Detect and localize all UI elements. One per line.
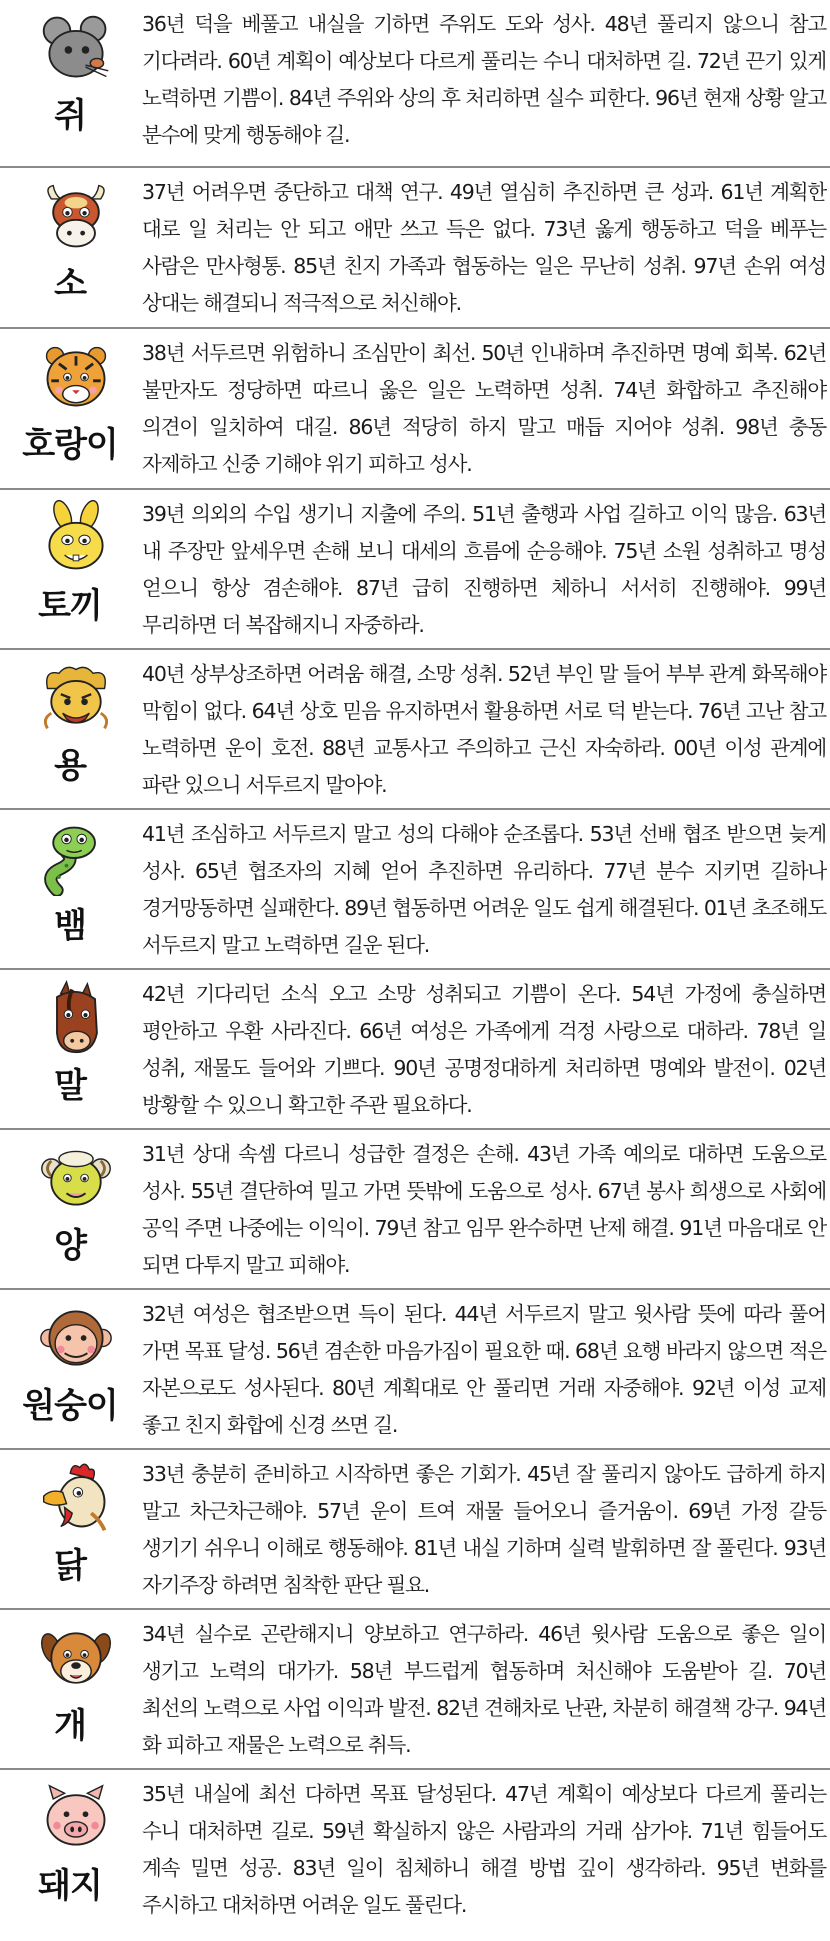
ox-icon bbox=[38, 178, 114, 254]
animal-cell bbox=[0, 490, 140, 648]
fortune-text: 40년 상부상조하면 어려움 해결, 소망 성취. 52년 부인 말 들어 부부 관계 화목해야 막힘이 없다. 64년 상호 믿음 유지하면서 활용하면 서로 덕 받는다. 76년 고난 참고 노력하면 운이 호전. 88년 교통사고 주의하고 근신 자숙하라. 00년 이성 관계에 파란 있으니 서두르지 말아야. bbox=[142, 662, 826, 797]
zodiac-row-snake bbox=[0, 808, 830, 968]
zodiac-row-sheep bbox=[0, 1128, 830, 1288]
animal-name: 뱀 bbox=[54, 906, 86, 946]
animal-name: 원숭이 bbox=[22, 1386, 118, 1426]
animal-name: 호랑이 bbox=[22, 425, 118, 465]
animal-cell bbox=[0, 0, 140, 166]
animal-cell bbox=[0, 810, 140, 968]
sheep-icon bbox=[38, 1140, 114, 1216]
fortune-text: 36년 덕을 베풀고 내실을 기하면 주위도 도와 성사. 48년 풀리지 않으니 참고 기다려라. 60년 계획이 예상보다 다르게 풀리는 수니 대처하면 길. 72년 끈기 있게 노력하면 기쁨이. 84년 주위와 상의 후 처리하면 실수 피한다. 96년 현재 상황 알고 분수에 맞게 행동해야 길. bbox=[142, 12, 826, 147]
fortune-text: 33년 충분히 준비하고 시작하면 좋은 기회가. 45년 잘 풀리지 않아도 급하게 하지 말고 차근차근해야. 57년 운이 트여 재물 들어오니 즐거움이. 69년 가정 갈등 생기기 쉬우니 이해로 행동해야. 81년 내실 기하며 실력 발휘하면 잘 풀린다. 93년 자기주장 하려면 침착한 판단 필요. bbox=[142, 1462, 826, 1597]
fortune-text: 35년 내실에 최선 다하면 목표 달성된다. 47년 계획이 예상보다 다르게 풀리는 수니 대처하면 길로. 59년 확실하지 않은 사람과의 거래 삼가야. 71년 힘들어도 계속 밀면 성공. 83년 일이 침체하니 해결 방법 깊이 생각하라. 95년 변화를 주시하고 대처하면 어려운 일도 풀린다. bbox=[142, 1782, 826, 1917]
animal-name: 양 bbox=[54, 1226, 86, 1266]
fortune-text: 39년 의외의 수입 생기니 지출에 주의. 51년 출행과 사업 길하고 이익 많음. 63년 내 주장만 앞세우면 손해 보니 대세의 흐름에 순응해야. 75년 소원 성취하고 명성 얻으니 항상 겸손해야. 87년 급히 진행하면 체하니 서서히 진행해야. 99년 무리하면 더 복잡해지니 자중하라. bbox=[142, 502, 826, 637]
animal-cell bbox=[0, 650, 140, 808]
animal-name: 돼지 bbox=[38, 1866, 102, 1906]
animal-name: 쥐 bbox=[54, 96, 86, 136]
monkey-icon bbox=[38, 1300, 114, 1376]
animal-cell bbox=[0, 168, 140, 327]
zodiac-row-ox bbox=[0, 166, 830, 327]
animal-cell bbox=[0, 1450, 140, 1608]
animal-name: 개 bbox=[54, 1706, 86, 1746]
dog-icon bbox=[38, 1620, 114, 1696]
animal-name: 토끼 bbox=[38, 586, 102, 626]
zodiac-row-dog bbox=[0, 1608, 830, 1768]
zodiac-row-monkey bbox=[0, 1288, 830, 1448]
snake-icon bbox=[38, 820, 114, 896]
animal-cell bbox=[0, 970, 140, 1128]
animal-name: 말 bbox=[54, 1066, 86, 1106]
animal-name: 소 bbox=[54, 264, 86, 304]
dragon-icon bbox=[38, 660, 114, 736]
zodiac-row-rat bbox=[0, 0, 830, 166]
rabbit-icon bbox=[38, 500, 114, 576]
animal-cell bbox=[0, 1290, 140, 1448]
animal-cell bbox=[0, 1610, 140, 1768]
animal-cell bbox=[0, 1130, 140, 1288]
zodiac-row-rooster bbox=[0, 1448, 830, 1608]
animal-cell bbox=[0, 1770, 140, 1941]
fortune-text: 31년 상대 속셈 다르니 성급한 결정은 손해. 43년 가족 예의로 대하면 도움으로 성사. 55년 결단하여 밀고 가면 뜻밖에 도움으로 성사. 67년 봉사 희생으로 사회에 공익 주면 나중에는 이익이. 79년 참고 임무 완수하면 난제 해결. 91년 마음대로 안 되면 다투지 말고 피해야. bbox=[142, 1142, 826, 1277]
horse-icon bbox=[38, 980, 114, 1056]
fortune-text: 32년 여성은 협조받으면 득이 된다. 44년 서두르지 말고 윗사람 뜻에 따라 풀어 가면 목표 달성. 56년 겸손한 마음가짐이 필요한 때. 68년 요행 바라지 않으면 적은 자본으로도 성사된다. 80년 계획대로 안 풀리면 거래 자중해야. 92년 이성 교제 좋고 친지 화합에 신경 쓰면 길. bbox=[142, 1302, 826, 1437]
fortune-text: 41년 조심하고 서두르지 말고 성의 다해야 순조롭다. 53년 선배 협조 받으면 늦게 성사. 65년 협조자의 지혜 얻어 추진하면 유리하다. 77년 분수 지키면 길하나 경거망동하면 실패한다. 89년 협동하면 어려운 일도 쉽게 해결된다. 01년 초조해도 서두르지 말고 노력하면 길운 된다. bbox=[142, 822, 826, 957]
fortune-text: 42년 기다리던 소식 오고 소망 성취되고 기쁨이 온다. 54년 가정에 충실하면 평안하고 우환 사라진다. 66년 여성은 가족에게 걱정 사랑으로 대하라. 78년 일 성취, 재물도 들어와 기쁘다. 90년 공명정대하게 처리하면 명예와 발전이. 02년 방황할 수 있으니 확고한 주관 필요하다. bbox=[142, 982, 826, 1117]
tiger-icon bbox=[38, 339, 114, 415]
animal-name: 용 bbox=[54, 746, 86, 786]
zodiac-row-dragon bbox=[0, 648, 830, 808]
rat-icon bbox=[38, 10, 114, 86]
fortune-text: 37년 어려우면 중단하고 대책 연구. 49년 열심히 추진하면 큰 성과. 61년 계획한 대로 일 처리는 안 되고 애만 쓰고 득은 없다. 73년 옳게 행동하고 덕을 베푸는 사람은 만사형통. 85년 친지 가족과 협동하는 일은 무난히 성취. 97년 손위 여성 상대는 해결되니 적극적으로 처신해야. bbox=[142, 180, 826, 315]
fortune-text: 34년 실수로 곤란해지니 양보하고 연구하라. 46년 윗사람 도움으로 좋은 일이 생기고 노력의 대가가. 58년 부드럽게 협동하며 처신해야 도움받아 길. 70년 최선의 노력으로 사업 이익과 발전. 82년 견해차로 난관, 차분히 해결책 강구. 94년 화 피하고 재물은 노력으로 취득. bbox=[142, 1622, 826, 1757]
pig-icon bbox=[38, 1780, 114, 1856]
animal-cell bbox=[0, 329, 140, 488]
zodiac-row-rabbit bbox=[0, 488, 830, 648]
zodiac-row-tiger bbox=[0, 327, 830, 488]
zodiac-row-pig bbox=[0, 1768, 830, 1941]
animal-name: 닭 bbox=[54, 1546, 86, 1586]
zodiac-row-horse bbox=[0, 968, 830, 1128]
rooster-icon bbox=[38, 1460, 114, 1536]
fortune-text: 38년 서두르면 위험하니 조심만이 최선. 50년 인내하며 추진하면 명예 회복. 62년 불만자도 정당하면 따르니 옳은 일은 노력하면 성취. 74년 화합하고 추진해야 의견이 일치하여 대길. 86년 적당히 하지 말고 매듭 지어야 성취. 98년 충동 자제하고 신중 기해야 위기 피하고 성사. bbox=[142, 341, 826, 476]
